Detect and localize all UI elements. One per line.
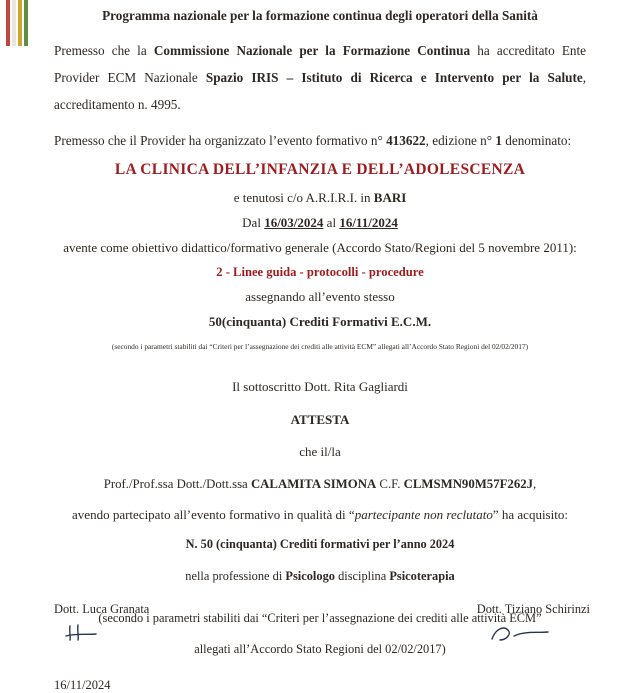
event-number: 413622 (386, 133, 426, 148)
text-segment-bold: Spazio IRIS – Istituto di Ricerca e Intervento per la Salute (205, 70, 583, 85)
event-title: LA CLINICA DELL’INFANZIA E DELL’ADOLESCENZA (114, 161, 526, 178)
text-segment: e tenutosi c/o A.R.I.R.I. in (233, 190, 374, 205)
text-segment-bold: Commissione Nazionale per la Formazione Continua (153, 43, 471, 58)
program-title: Programma nazionale per la formazione continua degli operatori della Sanità (102, 8, 538, 23)
signature-left-mark (62, 624, 132, 640)
text-segment: nella professione di (185, 569, 286, 583)
signatory-right: Dott. Tiziano Schirinzi (476, 602, 590, 616)
participant-role: partecipante non reclutato (354, 507, 493, 522)
text-segment: , edizione n° (425, 133, 496, 148)
signatories-row (54, 602, 590, 617)
text-segment: Premesso che la (54, 43, 154, 58)
venue-line (54, 187, 586, 209)
edition-number: 1 (495, 133, 502, 148)
text-segment: avendo partecipato all’evento formativo in qualità di “ (72, 507, 355, 522)
venue-city: BARI (373, 190, 407, 205)
text-segment: disciplina (334, 569, 390, 583)
logo-stripes (6, 0, 28, 46)
ecm-note-line2: allegati all’Accordo Stato Regioni del 02/02/2017) (194, 642, 446, 656)
objective-code-line: 2 - Linee guida - protocolli - procedure (216, 265, 424, 279)
objective-line: avente come obiettivo didattico/formativo generale (Accordo Stato/Regioni del 5 novembre 2011): (63, 240, 577, 255)
participation-line (54, 504, 586, 526)
profession-line (54, 565, 586, 587)
credits-line: 50(cinquanta) Crediti Formativi E.C.M. (208, 314, 432, 329)
end-date: 16/11/2024 (339, 215, 398, 230)
text-segment: Premesso che il Provider ha organizzato l’evento formativo n° (54, 133, 387, 148)
undersigned-line: Il sottoscritto Dott. Rita Gagliardi (232, 379, 408, 394)
text-segment: , accreditamento n. 4995. (54, 70, 586, 112)
profession-name: Psicologo (285, 569, 335, 583)
text-segment: , (533, 477, 537, 491)
dates-line (54, 212, 586, 234)
ecm-note-line1: (secondo i parametri stabiliti dai “Criteri per l’assegnazione dei crediti alle attività ECM” (98, 611, 542, 625)
credits-note: (secondo i parametri stabiliti dai “Criteri per l’assegnazione dei crediti alle attività ECM” allegati all’Accordo Stato Regioni del 02/02/2017) (111, 342, 529, 351)
text-segment: denominato: (501, 133, 572, 148)
che-line: che il/la (299, 444, 341, 459)
assigning-line: assegnando all’evento stesso (245, 289, 395, 304)
text-segment: ha accreditato Ente Provider ECM Nazionale (54, 43, 587, 85)
issue-date: 16/11/2024 (54, 678, 111, 692)
attesta-heading: ATTESTA (290, 412, 350, 427)
person-line (54, 473, 586, 495)
signature-right-mark (486, 624, 566, 640)
discipline-name: Psicoterapia (389, 569, 455, 583)
credits-year-line: N. 50 (cinquanta) Crediti formativi per l’anno 2024 (185, 537, 455, 551)
text-segment: Prof./Prof.ssa Dott./Dott.ssa (103, 477, 251, 491)
text-segment: Dal (242, 215, 265, 230)
text-segment: al (323, 215, 340, 230)
signatory-left: Dott. Luca Granata (54, 602, 150, 616)
person-name: CALAMITA SIMONA (250, 477, 377, 491)
text-segment: ” ha acquisito: (492, 507, 568, 522)
event-paragraph (54, 127, 586, 154)
text-segment: C.F. (376, 477, 404, 491)
accreditation-paragraph (54, 37, 586, 118)
fiscal-code: CLMSMN90M57F262J (403, 477, 534, 491)
start-date: 16/03/2024 (264, 215, 324, 230)
